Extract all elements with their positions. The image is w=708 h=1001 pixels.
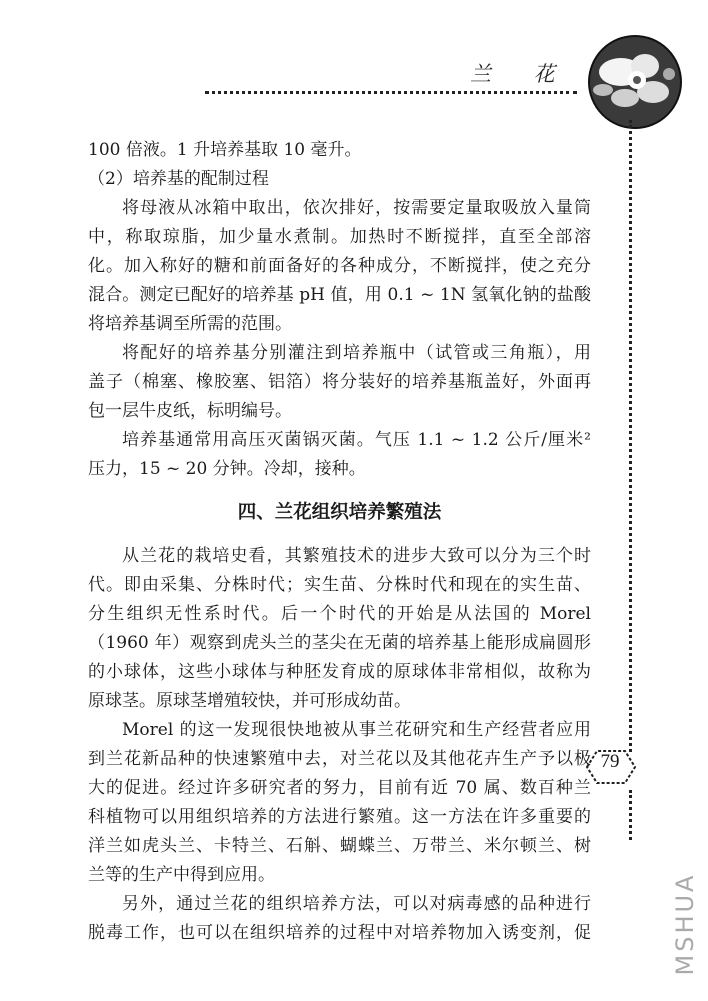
text-line: 脱毒工作，也可以在组织培养的过程中对培养物加入诱变剂，促 <box>88 923 591 943</box>
text-line: 洋兰如虎头兰、卡特兰、石斛、蝴蝶兰、万带兰、米尔顿兰、树 <box>88 836 591 856</box>
text-line: 中，称取琼脂，加少量水煮制。加热时不断搅拌，直至全部溶 <box>88 227 591 247</box>
text-line: 从兰花的栽培史看，其繁殖技术的进步大致可以分为三个时 <box>122 546 591 566</box>
header-dotted-rule <box>205 91 577 94</box>
text-line: （1960 年）观察到虎头兰的茎尖在无菌的培养基上能形成扁圆形 <box>88 633 591 653</box>
watermark-text: MSHUA <box>671 872 699 976</box>
page-body <box>88 136 591 948</box>
text-line: 培养基通常用高压灭菌锅灭菌。气压 1.1 ~ 1.2 公斤/厘米² <box>122 430 591 450</box>
page-number: 79 <box>600 751 620 772</box>
text-line: （2）培养基的配制过程 <box>88 169 269 189</box>
running-header-title: 兰 花 <box>470 62 573 86</box>
text-line: 100 倍液。1 升培养基取 10 毫升。 <box>88 140 362 160</box>
section-heading: 四、兰花组织培养繁殖法 <box>237 502 442 523</box>
text-line: 另外，通过兰花的组织培养方法，可以对病毒感的品种进行 <box>122 894 591 914</box>
text-line: 包一层牛皮纸，标明编号。 <box>88 401 292 421</box>
text-line: 科植物可以用组织培养的方法进行繁殖。这一方法在许多重要的 <box>88 807 591 827</box>
text-line: 混合。测定已配好的培养基 pH 值，用 0.1 ~ 1N 氢氧化钠的盐酸 <box>88 285 591 305</box>
text-line: 分生组织无性系时代。后一个时代的开始是从法国的 Morel <box>88 604 591 624</box>
text-line: 压力，15 ~ 20 分钟。冷却，接种。 <box>88 459 366 479</box>
text-line: 到兰花新品种的快速繁殖中去，对兰花以及其他花卉生产予以极 <box>88 749 591 769</box>
text-line: 代。即由采集、分株时代；实生苗、分株时代和现在的实生苗、 <box>88 575 591 595</box>
text-line: 大的促进。经过许多研究者的努力，目前有近 70 属、数百种兰 <box>88 778 591 798</box>
text-line: 盖子（棉塞、橡胶塞、铝箔）将分装好的培养基瓶盖好，外面再 <box>88 372 591 392</box>
text-line: 化。加入称好的糖和前面备好的各种成分，不断搅拌，使之充分 <box>88 256 591 276</box>
text-line: 将培养基调至所需的范围。 <box>88 314 292 334</box>
text-line: 原球茎。原球茎增殖较快，并可形成幼苗。 <box>88 691 411 711</box>
text-line: Morel 的这一发现很快地被从事兰花研究和生产经营者应用 <box>122 720 591 740</box>
watermark <box>664 860 704 990</box>
flower-ornament-icon <box>573 32 693 132</box>
body-text-block-2 <box>88 542 591 948</box>
side-dotted-rule <box>629 120 632 752</box>
text-line: 将母液从冰箱中取出，依次排好，按需要定量取吸放入量筒 <box>122 198 591 218</box>
body-text-block-1 <box>88 136 591 484</box>
text-line: 将配好的培养基分别灌注到培养瓶中（试管或三角瓶），用 <box>122 343 591 363</box>
side-dotted-rule-lower <box>629 790 632 840</box>
text-line: 的小球体，这些小球体与种胚发育成的原球体非常相似，故称为 <box>88 662 591 682</box>
text-line: 兰等的生产中得到应用。 <box>88 865 275 885</box>
